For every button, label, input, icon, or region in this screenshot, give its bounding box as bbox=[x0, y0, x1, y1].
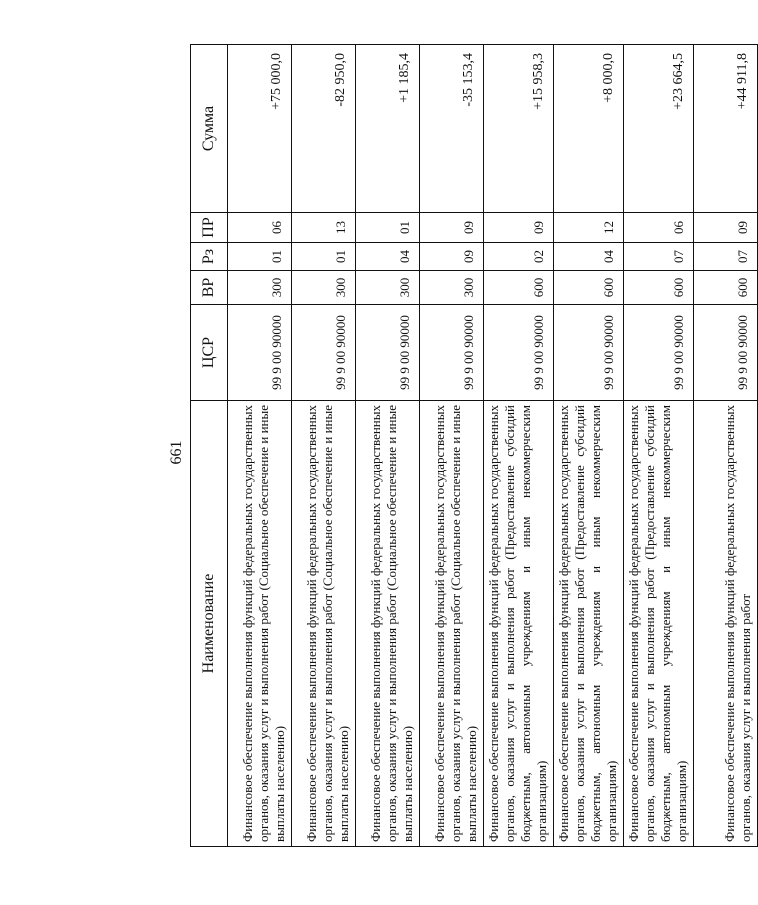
table-row bbox=[484, 45, 554, 847]
header-csr: ЦСР bbox=[191, 305, 228, 401]
cell-vr: 600 bbox=[554, 271, 624, 305]
cell-vr: 300 bbox=[356, 271, 420, 305]
header-rz: Рз bbox=[191, 243, 228, 271]
cell-pr: 06 bbox=[624, 213, 694, 243]
cell-sum: +15 958,3 bbox=[484, 45, 554, 213]
table-header-row bbox=[191, 45, 228, 847]
cell-rz: 09 bbox=[420, 243, 484, 271]
cell-rz: 04 bbox=[356, 243, 420, 271]
table-row bbox=[228, 45, 292, 847]
table-row bbox=[694, 45, 758, 847]
cell-rz: 01 bbox=[292, 243, 356, 271]
cell-pr: 13 bbox=[292, 213, 356, 243]
cell-csr: 99 9 00 90000 bbox=[694, 305, 758, 401]
cell-name: Финансовое обеспечение выполнения функций федеральных государственных органов, оказания услуг и выполнения работ (Предоставление субсидий бюджетным, автономным учреждениям и иным некоммерческим организациям) bbox=[554, 401, 624, 847]
cell-name: Финансовое обеспечение выполнения функций федеральных государственных органов, оказания услуг и выполнения работ (Предоставление субсидий бюджетным, автономным учреждениям и иным некоммерческим организациям) bbox=[484, 401, 554, 847]
cell-vr: 600 bbox=[694, 271, 758, 305]
cell-pr: 01 bbox=[356, 213, 420, 243]
table-row bbox=[624, 45, 694, 847]
cell-pr: 09 bbox=[694, 213, 758, 243]
table-row bbox=[554, 45, 624, 847]
cell-sum: -35 153,4 bbox=[420, 45, 484, 213]
cell-name: Финансовое обеспечение выполнения функций федеральных государственных органов, оказания услуг и выполнения работ (Предоставление субсидий бюджетным, автономным учреждениям и иным некоммерческим организациям) bbox=[624, 401, 694, 847]
cell-name: Финансовое обеспечение выполнения функций федеральных государственных органов, оказания услуг и выполнения работ (Социальное обеспечение и иные выплаты населению) bbox=[420, 401, 484, 847]
cell-pr: 09 bbox=[420, 213, 484, 243]
cell-sum: +23 664,5 bbox=[624, 45, 694, 213]
cell-sum: +1 185,4 bbox=[356, 45, 420, 213]
budget-table bbox=[190, 44, 758, 847]
cell-csr: 99 9 00 90000 bbox=[292, 305, 356, 401]
cell-csr: 99 9 00 90000 bbox=[228, 305, 292, 401]
header-name: Наименование bbox=[191, 401, 228, 847]
cell-vr: 300 bbox=[292, 271, 356, 305]
cell-rz: 07 bbox=[694, 243, 758, 271]
cell-sum: +75 000,0 bbox=[228, 45, 292, 213]
cell-csr: 99 9 00 90000 bbox=[420, 305, 484, 401]
cell-sum: +44 911,8 bbox=[694, 45, 758, 213]
cell-name: Финансовое обеспечение выполнения функций федеральных государственных органов, оказания услуг и выполнения работ (Социальное обеспечение и иные выплаты населению) bbox=[356, 401, 420, 847]
cell-vr: 300 bbox=[420, 271, 484, 305]
table-row bbox=[356, 45, 420, 847]
cell-rz: 04 bbox=[554, 243, 624, 271]
table-row bbox=[292, 45, 356, 847]
cell-csr: 99 9 00 90000 bbox=[484, 305, 554, 401]
header-sum: Сумма bbox=[191, 45, 228, 213]
cell-rz: 02 bbox=[484, 243, 554, 271]
cell-name: Финансовое обеспечение выполнения функций федеральных государственных органов, оказания услуг и выполнения работ (Социальное обеспечение и иные выплаты населению) bbox=[292, 401, 356, 847]
cell-csr: 99 9 00 90000 bbox=[624, 305, 694, 401]
header-pr: ПР bbox=[191, 213, 228, 243]
table-row bbox=[420, 45, 484, 847]
cell-vr: 600 bbox=[624, 271, 694, 305]
cell-sum: -82 950,0 bbox=[292, 45, 356, 213]
cell-pr: 06 bbox=[228, 213, 292, 243]
cell-csr: 99 9 00 90000 bbox=[356, 305, 420, 401]
cell-rz: 07 bbox=[624, 243, 694, 271]
cell-rz: 01 bbox=[228, 243, 292, 271]
cell-name: Финансовое обеспечение выполнения функций федеральных государственных органов, оказания услуг и выполнения работ (Социальное обеспечение и иные выплаты населению) bbox=[228, 401, 292, 847]
cell-vr: 600 bbox=[484, 271, 554, 305]
cell-csr: 99 9 00 90000 bbox=[554, 305, 624, 401]
cell-vr: 300 bbox=[228, 271, 292, 305]
cell-pr: 12 bbox=[554, 213, 624, 243]
page-number: 661 bbox=[168, 440, 185, 465]
cell-sum: +8 000,0 bbox=[554, 45, 624, 213]
header-vr: ВР bbox=[191, 271, 228, 305]
cell-name: Финансовое обеспечение выполнения функций федеральных государственных органов, оказания услуг и выполнения работ bbox=[694, 401, 758, 847]
cell-pr: 09 bbox=[484, 213, 554, 243]
